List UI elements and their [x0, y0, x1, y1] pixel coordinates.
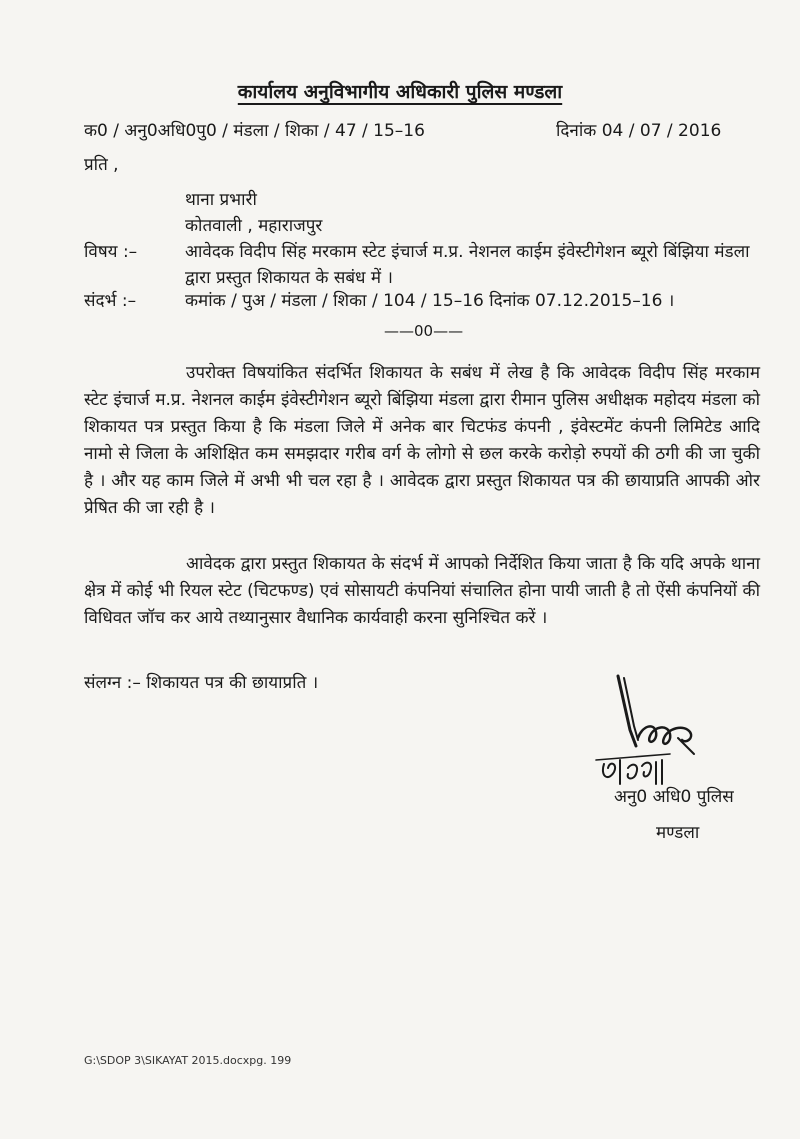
reference-label: संदर्भ :– [84, 291, 137, 311]
signatory-title: अनु0 अधि0 पुलिस [614, 787, 734, 807]
reference-text: कमांक / पुअ / मंडला / शिका / 104 / 15–16 दिनांक 07.12.2015–16 । [185, 291, 675, 311]
enclosure-line: संलग्न :– शिकायत पत्र की छायाप्रति । [84, 673, 319, 693]
reference-number: क0 / अनु0अधि0पु0 / मंडला / शिका / 47 / 15–16 [84, 121, 425, 141]
addressee-line-2: कोतवाली , महाराजपुर [185, 216, 323, 236]
subject-text: आवेदक विदीप सिंह मरकाम स्टेट इंचार्ज म.प्र. नेशनल काईम इंवेस्टीगेशन ब्यूरो बिंझिया मंडला द्वारा प्रस्तुत शिकायत के सबंध में । [185, 242, 750, 288]
file-path-footer: G:\SDOP 3\SIKAYAT 2015.docxpg. 199 [84, 1054, 292, 1067]
addressee-line-1: थाना प्रभारी [185, 190, 257, 210]
body-paragraph-1: उपरोक्त विषयांकित संदर्भित शिकायत के सबंध में लेख है कि आवेदक विदीप सिंह मरकाम स्टेट इंचार्ज म.प्र. नेशनल काईम इंवेस्टीगेशन ब्यूरो बिंझिया मंडला द्वारा रीमान पुलिस अधीक्षक महोदय मंडला को शिकायत पत्र प्रस्तुत किया है कि मंडला जिले में अनेक बार चिटफंड कंपनी , इंवेस्टमेंट कंपनी लिमिटेड आदि नामो से जिला के अशिक्षित कम समझदार गरीब वर्ग के लोगो से छल करके करोड़ो रुपयों की ठगी की जा चुकी है । और यह काम जिले में अभी भी चल रहा है । आवेदक द्वारा प्रस्तुत शिकायत पत्र की छायाप्रति आपकी ओर प्रेषित की जा रही है । [84, 363, 760, 518]
section-separator: ——00—— [384, 322, 464, 340]
office-title: कार्यालय अनुविभागीय अधिकारी पुलिस मण्डला [237, 81, 563, 103]
letter-date: दिनांक 04 / 07 / 2016 [556, 121, 722, 141]
signatory-place: मण्डला [656, 823, 700, 843]
to-label: प्रति , [84, 155, 119, 175]
body-paragraph-2: आवेदक द्वारा प्रस्तुत शिकायत के संदर्भ में आपको निर्देशित किया जाता है कि यदि अपके थाना क्षेत्र में कोई भी रियल स्टेट (चिटफण्ड) एवं सोसायटी कंपनियां संचालित होना पायी जाती है तो ऐंसी कंपनियों की विधिवत जॉच कर आये तथ्यानुसार वैधानिक कार्यवाही करना सुनिश्चित करें । [84, 554, 760, 628]
handwritten-signature [590, 668, 720, 798]
subject-label: विषय :– [84, 242, 138, 262]
